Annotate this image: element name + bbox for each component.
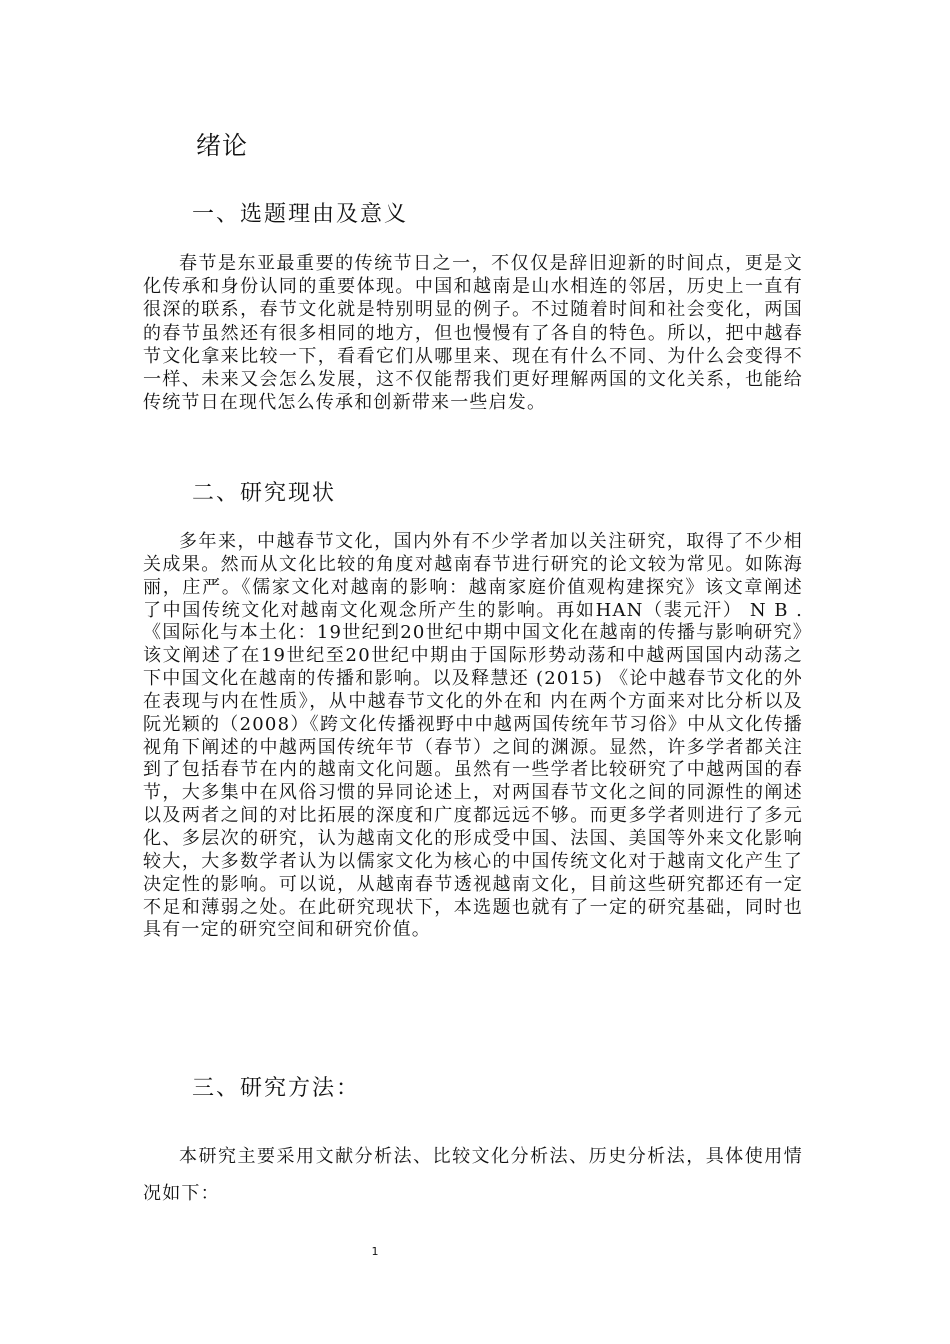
section-heading-research-methods: 三、研究方法： (192, 1076, 361, 1101)
section-heading-topic-rationale: 一、选题理由及意义 (192, 202, 409, 227)
section-heading-research-status: 二、研究现状 (192, 481, 337, 506)
section-paragraph-research-methods: 本研究主要采用文献分析法、比较文化分析法、历史分析法，具体使用情况如下： (143, 1146, 803, 1204)
section-paragraph-research-status: 多年来，中越春节文化，国内外有不少学者加以关注研究，取得了不少相关成果。然而从文化比较的角度对越南春节进行研究的论文较为常见。如陈海丽，庄严。《儒家文化对越南的影响：越南家庭价值观构建探究》该文章阐述了中国传统文化对越南文化观念所产生的影响。再如HAN（裴元汗） N B .《国际化与本土化：19世纪到20世纪中期中国文化在越南的传播与影响研究》该文阐述了在19世纪至20世纪中期由于国际形势动荡和中越两国国内动荡之下中国文化在越南的传播和影响。以及释慧还 (2015) 《论中越春节文化的外在表现与内在性质》，从中越春节文化的外在和 内在两个方面来对比分析以及阮光颖的（2008）《跨文化传播视野中中越两国传统年节习俗》中从文化传播视角下阐述的中越两国传统年节（春节）之间的渊源。显然，许多学者都关注到了包括春节在内的越南文化问题。虽然有一些学者比较研究了中越两国的春节，大多集中在风俗习惯的异同论述上，对两国春节文化之间的同源性的阐述以及两者之间的对比拓展的深度和广度都远远不够。而更多学者则进行了多元化、多层次的研究，认为越南文化的形成受中国、法国、美国等外来文化影响较大，大多数学者认为以儒家文化为核心的中国传统文化对于越南文化产生了决定性的影响。可以说，从越南春节透视越南文化，目前这些研究都还有一定不足和薄弱之处。在此研究现状下，本选题也就有了一定的研究基础，同时也具有一定的研究空间和研究价值。 (143, 531, 803, 941)
section-paragraph-topic-rationale: 春节是东亚最重要的传统节日之一，不仅仅是辞旧迎新的时间点，更是文化传承和身份认同的重要体现。中国和越南是山水相连的邻居，历史上一直有很深的联系，春节文化就是特别明显的例子。不过随着时间和社会变化，两国的春节虽然还有很多相同的地方，但也慢慢有了各自的特色。所以，把中越春节文化拿来比较一下，看看它们从哪里来、现在有什么不同、为什么会变得不一样、未来又会怎么发展，这不仅能帮我们更好理解两国的文化关系，也能给传统节日在现代怎么传承和创新带来一些启发。 (143, 253, 803, 414)
page-title: 绪论 (196, 131, 249, 160)
page-number: 1 (371, 1245, 379, 1258)
